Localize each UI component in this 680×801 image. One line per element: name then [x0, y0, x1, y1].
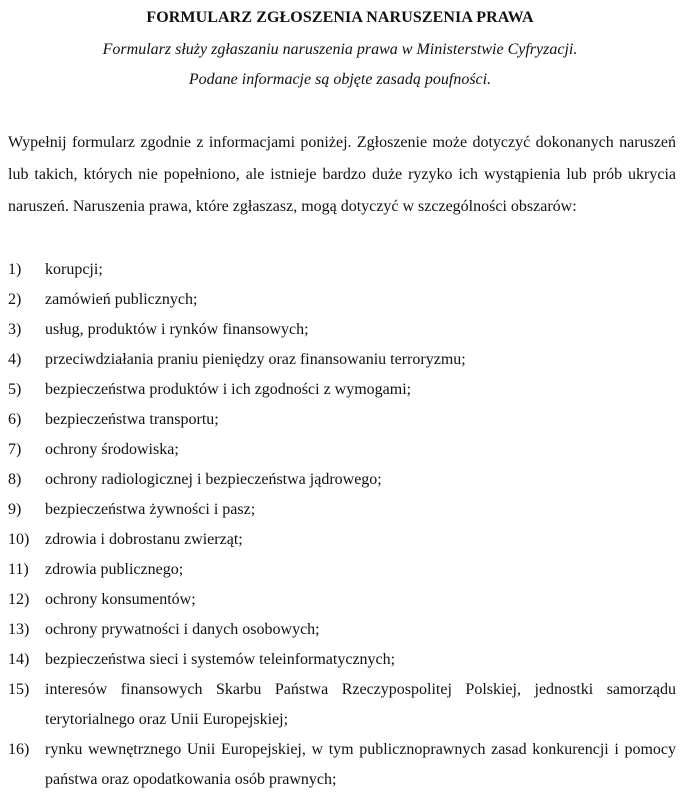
list-item-number: 4) [8, 351, 22, 368]
document-subtitle-line-2: Podane informacje są objęte zasadą poufności. [188, 71, 492, 88]
list-item [8, 345, 676, 375]
list-item-text: ochrony radiologicznej i bezpieczeństwa jądrowego; [45, 471, 382, 488]
list-item-text: rynku wewnętrznego Unii Europejskiej, w tym publicznoprawnych zasad konkurencji i pomocy państwa oraz opodatkowania osób prawnych; [45, 741, 676, 788]
list-item [8, 405, 676, 435]
list-item [8, 585, 676, 615]
list-item-text: usług, produktów i rynków finansowych; [45, 321, 309, 338]
document-title: FORMULARZ ZGŁOSZENIA NARUSZENIA PRAWA [146, 9, 534, 26]
list-item [8, 495, 676, 525]
list-item-number: 10) [8, 531, 30, 548]
list-item [8, 465, 676, 495]
document-subtitle-line-1: Formularz służy zgłaszaniu naruszenia prawa w Ministerstwie Cyfryzacji. [102, 41, 578, 58]
list-item [8, 675, 676, 735]
list-item-number: 11) [8, 561, 29, 578]
list-item-text: interesów finansowych Skarbu Państwa Rzeczypospolitej Polskiej, jednostki samorządu terytorialnego oraz Unii Europejskiej; [45, 681, 676, 728]
list-item [8, 735, 676, 795]
list-item-text: bezpieczeństwa produktów i ich zgodności z wymogami; [45, 381, 412, 398]
list-item-text: korupcji; [45, 261, 103, 278]
list-item-number: 5) [8, 381, 22, 398]
list-item-number: 13) [8, 621, 30, 638]
list-item-text: zdrowia publicznego; [45, 561, 184, 578]
list-item [8, 435, 676, 465]
list-item-number: 7) [8, 441, 22, 458]
list-item-text: ochrony środowiska; [45, 441, 179, 458]
list-item-text: bezpieczeństwa żywności i pasz; [45, 501, 256, 518]
list-item-text: ochrony konsumentów; [45, 591, 196, 608]
violation-areas-list [8, 255, 676, 795]
list-item-text: ochrony prywatności i danych osobowych; [45, 621, 320, 638]
list-item-number: 8) [8, 471, 22, 488]
list-item-number: 16) [8, 741, 30, 758]
list-item [8, 285, 676, 315]
list-item-text: zamówień publicznych; [45, 291, 198, 308]
list-item [8, 255, 676, 285]
list-item-number: 2) [8, 291, 22, 308]
list-item-number: 15) [8, 681, 30, 698]
list-item [8, 645, 676, 675]
list-item-number: 3) [8, 321, 22, 338]
intro-paragraph: Wypełnij formularz zgodnie z informacjami poniżej. Zgłoszenie może dotyczyć dokonanych naruszeń lub takich, których nie popełniono, ale istnieje bardzo duże ryzyko ich wystąpienia lub prób ukrycia naruszeń. Naruszenia prawa, które zgłaszasz, mogą dotyczyć w szczególności obszarów: [8, 134, 676, 215]
list-item-text: zdrowia i dobrostanu zwierząt; [45, 531, 243, 548]
list-item-number: 1) [8, 261, 22, 278]
list-item [8, 315, 676, 345]
list-item-number: 14) [8, 651, 30, 668]
list-item-number: 9) [8, 501, 22, 518]
list-item-text: przeciwdziałania praniu pieniędzy oraz finansowaniu terroryzmu; [45, 351, 466, 368]
list-item [8, 615, 676, 645]
list-item [8, 555, 676, 585]
list-item-text: bezpieczeństwa sieci i systemów teleinformatycznych; [45, 651, 396, 668]
list-item-text: bezpieczeństwa transportu; [45, 411, 219, 428]
list-item [8, 525, 676, 555]
list-item-number: 12) [8, 591, 30, 608]
list-item-number: 6) [8, 411, 22, 428]
list-item [8, 375, 676, 405]
